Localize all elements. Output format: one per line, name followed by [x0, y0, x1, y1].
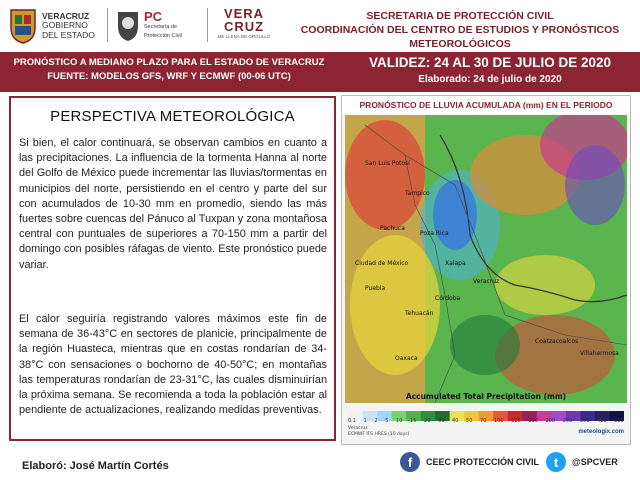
map-yellow-zone [350, 235, 440, 375]
city-label-slp: San Luis Potosí [365, 160, 410, 167]
scale-tick-label: 300 [579, 418, 590, 424]
city-label-pachuca: Pachuca [380, 225, 405, 232]
logo-vera-line2: CRUZ [223, 19, 265, 34]
map-credit-left [348, 426, 409, 438]
scale-tick-label: 70 [480, 418, 487, 424]
scale-tick-label: 15 [410, 418, 417, 424]
scale-tick-label: 500 [614, 418, 624, 424]
facebook-link[interactable] [400, 452, 539, 472]
scale-tick-label: 400 [597, 418, 607, 424]
scale-tick-label: 50 [466, 418, 473, 424]
logo-pc-line2: Protección Civil [144, 32, 182, 39]
perspective-paragraph-2: El calor seguiría registrando valores máximos este fin de semana de 36-43°C en sectores de planicie, principalmente de la región Huasteca, mientras que en costas rondarían de 34-38°C con sensaciones o bochorno de 40-50°C; en montañas las temperaturas rondarían de 23-31°C, las cuales disminuirían la próxima semana. Se recomienda a toda la población estar al pendiente de actualizaciones, realizando medidas preventivas. [19, 313, 327, 417]
veracruz-gobierno-logo [8, 8, 95, 44]
map-credit-left-1: Veracruz [348, 426, 368, 431]
logo-veracruz-line3: DEL ESTADO [42, 29, 95, 40]
proteccion-civil-logo [116, 8, 182, 42]
perspective-paragraph-1: Si bien, el calor continuará, se observan cambios en cuanto a las precipitaciones. La influencia de la tormenta Hanna al norte del Golfo de México puede incrementar las lluvias/tormentas en municipios del norte, persistiendo en el centro y parte del sur con acumulados de 10-30 mm en promedio, siendo las más fuertes sobre cuencas del Pánuco al Tuxpan y zona montañosa central con puntuales de superiores a 70-150 mm a partir del domingo con posibles ráfagas de viento. Este pronóstico puede variar. [19, 137, 327, 271]
scale-tick-label: 125 [511, 418, 521, 424]
city-label-coatza: Coatzacoalcos [535, 338, 579, 345]
map-purple-zone [565, 145, 625, 225]
twitter-link[interactable] [546, 452, 618, 472]
legend-title: Accumulated Total Precipitation (mm) [405, 392, 567, 401]
city-label-tuxpan: Poza Rica [420, 230, 449, 237]
map-credit-left-2: ECMWF IFS HRES (10 days) [348, 432, 410, 437]
scale-tick-label: 10 [396, 418, 403, 424]
precip-color-scale [348, 408, 624, 418]
logo-divider [107, 8, 108, 42]
elaborated-by: Elaboró: José Martín Cortés [22, 460, 169, 472]
scale-tick-label: 20 [424, 418, 431, 424]
elaborated-date: Elaborado: 24 de julio de 2020 [418, 74, 562, 85]
veracruz-shield-icon [8, 8, 38, 44]
scale-tick-label: 250 [562, 418, 573, 424]
scale-tick-label: 5 [385, 418, 389, 424]
city-label-tampico: Tampico [405, 190, 430, 197]
banner-left-line2: FUENTE: MODELOS GFS, WRF Y ECMWF (00-06 UTC) [47, 71, 291, 82]
map-credit-right: meteologix.com [578, 429, 624, 435]
logo-vera-line1: VERA [223, 6, 265, 21]
city-label-villahermosa: Villahermosa [580, 350, 619, 357]
scale-tick-label: 0.1 [348, 418, 356, 424]
logo-veracruz-line2: GOBIERNO [42, 20, 88, 31]
forecast-banner [0, 52, 640, 92]
banner-left-line1: PRONÓSTICO A MEDIANO PLAZO PARA EL ESTADO DE VERACRUZ [13, 57, 325, 68]
rain-map-panel [341, 95, 631, 445]
twitter-icon: t [546, 452, 566, 472]
validity-text: VALIDEZ: 24 AL 30 DE JULIO DE 2020 [368, 55, 612, 70]
city-label-cordoba: Córdoba [435, 295, 461, 302]
logo-divider [207, 8, 208, 42]
logo-veracruz-line1: VERACRUZ [42, 10, 90, 21]
city-label-oaxaca: Oaxaca [395, 355, 418, 362]
facebook-icon: f [400, 452, 420, 472]
header-title-line1: SECRETARIA DE PROTECCIÓN CIVIL [366, 10, 554, 22]
map-title: PRONÓSTICO DE LLUVIA ACUMULADA (mm) EN EL PERIODO [342, 96, 630, 114]
header-title-line2: COORDINACIÓN DEL CENTRO DE ESTUDIOS Y PRONÓSTICOS METEOROLÓGICOS [300, 24, 620, 50]
facebook-label: CEEC PROTECCIÓN CIVIL [426, 457, 540, 467]
map-dark-green [450, 315, 520, 375]
scale-tick-label: 150 [528, 418, 538, 424]
precipitation-map [345, 115, 627, 403]
scale-tick-label: 2 [374, 418, 378, 424]
map-yellow-gulf [495, 255, 595, 315]
map-red-zone [345, 120, 425, 230]
logo-pc-line1: Secretaría de [144, 23, 178, 30]
city-label-xalapa: Xalapa [445, 260, 466, 267]
logo-pc-title: PC [144, 8, 163, 24]
twitter-label: @SPCVER [572, 457, 618, 467]
city-label-veracruz: Veracruz [473, 278, 500, 285]
scale-tick-label: 200 [545, 418, 556, 424]
color-scale-ticks [348, 418, 624, 424]
city-label-tehuacan: Tehuacán [405, 310, 434, 317]
perspective-title: PERSPECTIVA METEOROLÓGICA [50, 108, 295, 125]
scale-tick-label: 40 [452, 418, 459, 424]
perspective-panel [9, 96, 336, 441]
city-label-cdmx: Ciudad de México [355, 260, 409, 267]
scale-tick-label: 1 [363, 418, 367, 424]
logo-vera-tagline: ME LLENA DE ORGULLO [217, 34, 271, 39]
scale-tick-label: 30 [438, 418, 445, 424]
scale-tick-label: 100 [494, 418, 504, 424]
city-label-puebla: Puebla [365, 285, 386, 292]
pc-shield-icon [116, 8, 140, 42]
veracruz-orgullo-logo [214, 7, 274, 41]
header-titles [286, 9, 634, 51]
